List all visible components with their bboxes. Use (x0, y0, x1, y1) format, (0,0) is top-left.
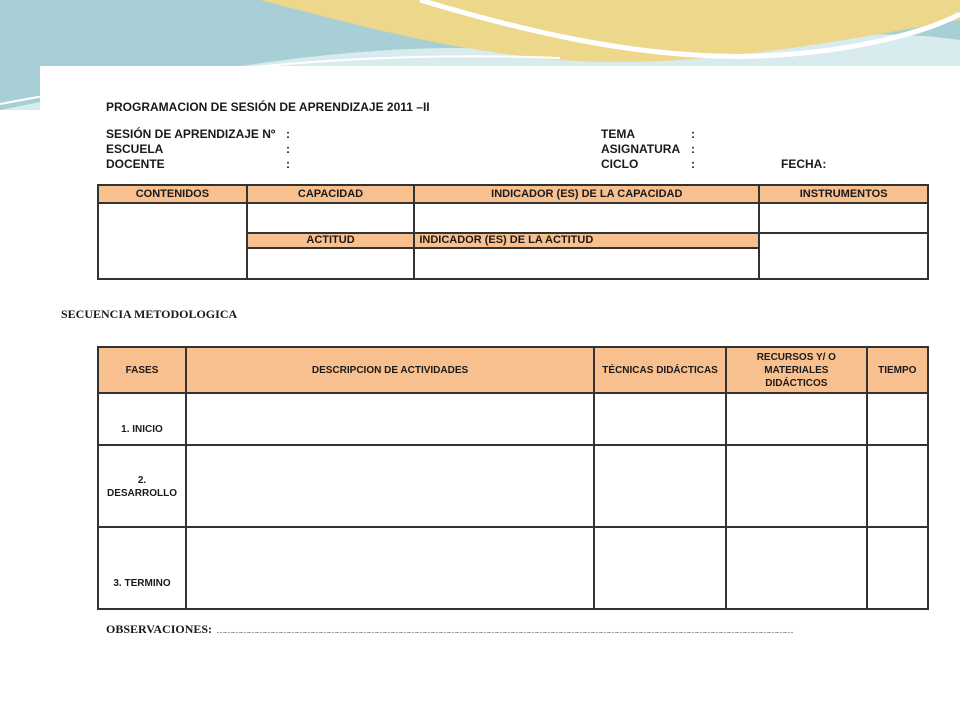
header-tiempo: TIEMPO (867, 347, 928, 393)
cell-indicador-capacidad[interactable] (414, 203, 759, 233)
field-label-asignatura: ASIGNATURA (601, 142, 681, 156)
field-sep-escuela: : (286, 142, 290, 156)
field-label-tema: TEMA (601, 127, 635, 141)
section-title-secuencia: SECUENCIA METODOLOGICA (61, 307, 238, 321)
field-label-sesion: SESIÓN DE APRENDIZAJE Nº (106, 127, 276, 141)
cell-tecnicas-inicio[interactable] (594, 393, 726, 445)
field-label-docente: DOCENTE (106, 157, 165, 171)
secuencia-header-row (98, 347, 928, 393)
header-descripcion: DESCRIPCION DE ACTIVIDADES (186, 347, 594, 393)
phase-inicio: 1. INICIO (98, 393, 186, 445)
cell-tecnicas-termino[interactable] (594, 527, 726, 609)
cell-tiempo-inicio[interactable] (867, 393, 928, 445)
cell-capacidad[interactable] (247, 203, 415, 233)
table-row (98, 393, 928, 445)
header-tecnicas: TÉCNICAS DIDÁCTICAS (594, 347, 726, 393)
phase-termino: 3. TERMINO (98, 527, 186, 609)
cell-tiempo-desarrollo[interactable] (867, 445, 928, 527)
header-contenidos: CONTENIDOS (98, 185, 247, 203)
cell-instrumentos-2[interactable] (759, 233, 928, 279)
cell-instrumentos-1[interactable] (759, 203, 928, 233)
field-label-fecha: FECHA: (781, 157, 827, 171)
secuencia-table (97, 346, 929, 610)
observaciones-label: OBSERVACIONES: (106, 622, 213, 636)
cell-recursos-desarrollo[interactable] (726, 445, 867, 527)
table-row (98, 527, 928, 609)
cell-descripcion-desarrollo[interactable] (186, 445, 594, 527)
field-sep-asignatura: : (691, 142, 695, 156)
field-sep-sesion: : (286, 127, 290, 141)
header-recursos: RECURSOS Y/ O MATERIALES DIDÁCTICOS (726, 347, 867, 393)
phase-desarrollo: 2. DESARROLLO (98, 445, 186, 527)
observaciones-dots[interactable]: ……………………………………………………………………………………………………………………………………………………………………………………………… (216, 625, 793, 635)
document-title: PROGRAMACION DE SESIÓN DE APRENDIZAJE 2011 –II (106, 100, 430, 114)
cell-indicador-actitud[interactable] (414, 248, 759, 279)
competencies-table (97, 184, 929, 280)
table-row (98, 445, 928, 527)
header-actitud: ACTITUD (247, 233, 415, 248)
field-label-escuela: ESCUELA (106, 142, 164, 156)
header-fases: FASES (98, 347, 186, 393)
header-indicador-actitud: INDICADOR (ES) DE LA ACTITUD (414, 233, 759, 248)
cell-recursos-inicio[interactable] (726, 393, 867, 445)
cell-contenidos[interactable] (98, 203, 247, 279)
cell-descripcion-termino[interactable] (186, 527, 594, 609)
cell-tecnicas-desarrollo[interactable] (594, 445, 726, 527)
observaciones-line (106, 620, 920, 638)
header-instrumentos: INSTRUMENTOS (759, 185, 928, 203)
field-sep-docente: : (286, 157, 290, 171)
header-capacidad: CAPACIDAD (247, 185, 415, 203)
field-sep-tema: : (691, 127, 695, 141)
cell-descripcion-inicio[interactable] (186, 393, 594, 445)
competencies-header-row (98, 185, 928, 203)
cell-tiempo-termino[interactable] (867, 527, 928, 609)
field-label-ciclo: CICLO (601, 157, 639, 171)
cell-recursos-termino[interactable] (726, 527, 867, 609)
cell-actitud[interactable] (247, 248, 415, 279)
field-sep-ciclo: : (691, 157, 695, 171)
header-indicador-capacidad: INDICADOR (ES) DE LA CAPACIDAD (414, 185, 759, 203)
document-sheet (40, 66, 960, 720)
